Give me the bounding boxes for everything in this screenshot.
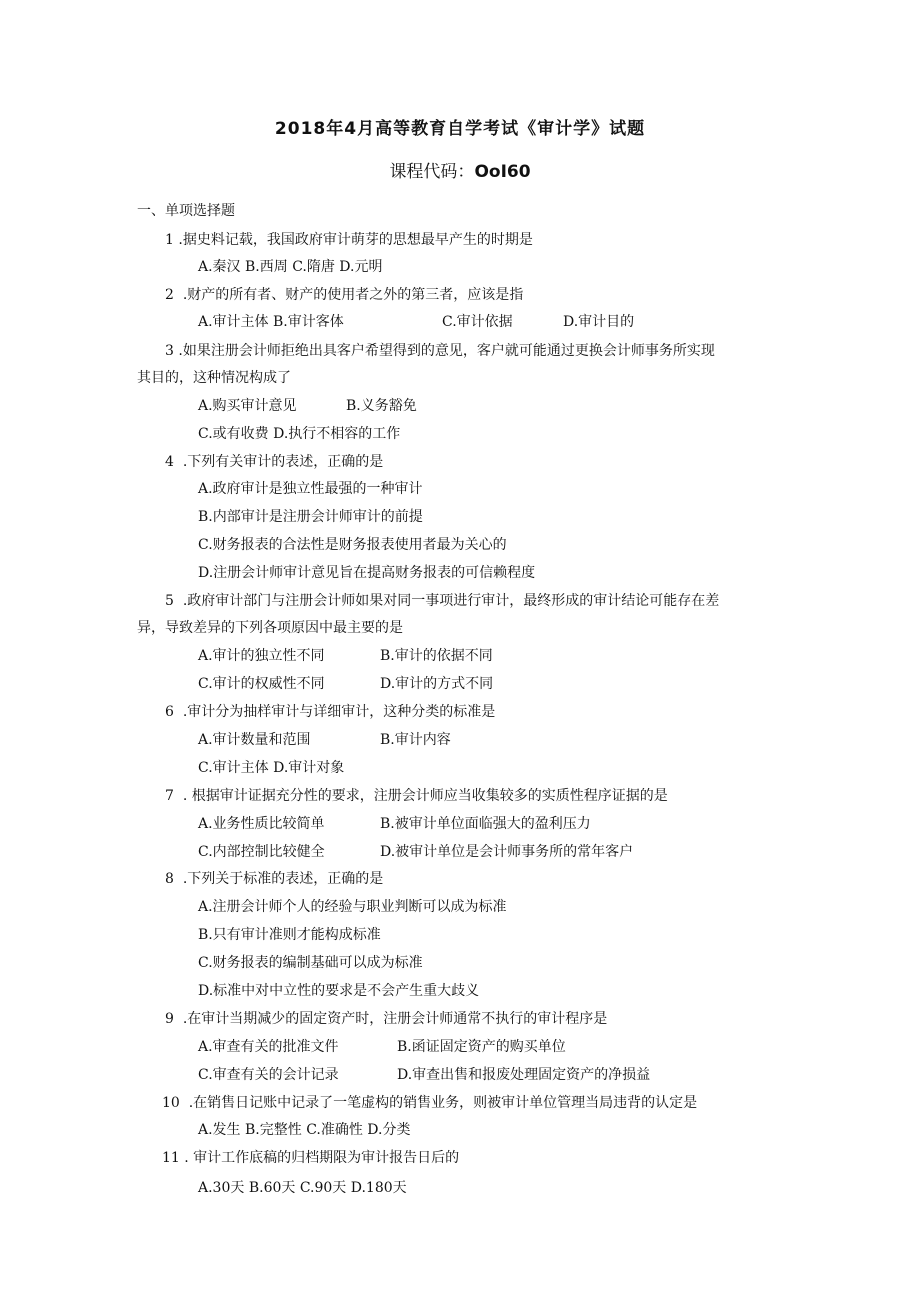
question-6-option-b: B.审计内容 — [380, 732, 451, 748]
question-5-option-c: C.审计的权威性不同 — [198, 676, 325, 692]
question-text: .下列关于标准的表述，正确的是 — [182, 871, 384, 887]
question-number: 9 — [165, 1011, 174, 1027]
question-3-stem-cont: 其目的，这种情况构成了 — [137, 370, 291, 386]
question-7-option-c: C.内部控制比较健全 — [198, 844, 325, 860]
question-11-stem — [162, 1148, 459, 1168]
section-heading: 一、单项选择题 — [137, 203, 235, 219]
question-4-option-c: C.财务报表的合法性是财务报表使用者最为关心的 — [198, 537, 507, 553]
question-8-option-a: A.注册会计师个人的经验与职业判断可以成为标准 — [198, 899, 507, 915]
question-number: 4 — [165, 454, 174, 470]
question-3-option-cd: C.或有收费 D.执行不相容的工作 — [198, 426, 401, 442]
question-2-option-d: D.审计目的 — [563, 314, 635, 330]
question-9-stem — [165, 1009, 607, 1029]
question-2-option-c: C.审计依据 — [442, 314, 513, 330]
question-1-stem — [165, 230, 533, 250]
question-5-option-a: A.审计的独立性不同 — [198, 648, 325, 664]
question-text: . 审计工作底稿的归档期限为审计报告日后的 — [184, 1150, 460, 1166]
question-3-option-a: A.购买审计意见 — [198, 398, 297, 414]
question-8-option-d: D.标准中对中立性的要求是不会产生重大歧义 — [198, 983, 480, 999]
question-7-option-a: A.业务性质比较简单 — [198, 816, 325, 832]
question-10-options: A.发生 B.完整性 C.准确性 D.分类 — [198, 1122, 411, 1138]
question-9-option-a: A.审查有关的批准文件 — [198, 1039, 339, 1055]
question-number: 6 — [165, 704, 174, 720]
question-4-option-b: B.内部审计是注册会计师审计的前提 — [198, 509, 423, 525]
question-2-option-ab: A.审计主体 B.审计客体 — [198, 314, 344, 330]
page-title: 2018年4月高等教育自学考试《审计学》试题 — [274, 119, 646, 139]
question-text: .在销售日记账中记录了一笔虚构的销售业务，则被审计单位管理当局违背的认定是 — [188, 1095, 698, 1111]
question-3-option-b: B.义务豁免 — [346, 398, 417, 414]
question-text: .据史料记载，我国政府审计萌芽的思想最早产生的时期是 — [178, 232, 533, 248]
question-4-option-d: D.注册会计师审计意见旨在提高财务报表的可信赖程度 — [198, 565, 536, 581]
course-code — [0, 157, 920, 182]
question-7-stem — [165, 786, 668, 806]
question-8-option-b: B.只有审计准则才能构成标准 — [198, 927, 381, 943]
question-number: 8 — [165, 871, 174, 887]
question-number: 2 — [165, 287, 174, 303]
course-code-label: 课程代码： — [389, 162, 475, 182]
question-2-stem — [165, 285, 523, 305]
question-3-stem — [165, 341, 715, 361]
question-number: 3 — [165, 343, 174, 359]
question-11-options: A.30天 B.60天 C.90天 D.180天 — [198, 1180, 407, 1196]
question-text: .在审计当期减少的固定资产时，注册会计师通常不执行的审计程序是 — [182, 1011, 608, 1027]
question-number: 10 — [162, 1095, 180, 1111]
question-4-option-a: A.政府审计是独立性最强的一种审计 — [198, 481, 423, 497]
question-7-option-d: D.被审计单位是会计师事务所的常年客户 — [380, 844, 634, 860]
question-number: 5 — [165, 593, 174, 609]
question-4-stem — [165, 452, 383, 472]
question-5-stem — [165, 591, 719, 611]
question-5-option-d: D.审计的方式不同 — [380, 676, 494, 692]
question-5-stem-cont: 异，导致差异的下列各项原因中最主要的是 — [137, 620, 403, 636]
question-number: 7 — [165, 788, 174, 804]
question-text: .审计分为抽样审计与详细审计，这种分类的标准是 — [182, 704, 496, 720]
question-text: .如果注册会计师拒绝出具客户希望得到的意见，客户就可能通过更换会计师事务所实现 — [178, 343, 715, 359]
question-text: .下列有关审计的表述，正确的是 — [182, 454, 384, 470]
question-1-options: A.秦汉 B.西周 C.隋唐 D.元明 — [198, 259, 383, 275]
question-text: .财产的所有者、财产的使用者之外的第三者，应该是指 — [182, 287, 524, 303]
question-text: . 根据审计证据充分性的要求，注册会计师应当收集较多的实质性程序证据的是 — [182, 788, 668, 804]
question-9-option-c: C.审查有关的会计记录 — [198, 1067, 339, 1083]
question-number: 11 — [162, 1150, 180, 1166]
question-6-option-a: A.审计数量和范围 — [198, 732, 311, 748]
question-6-option-cd: C.审计主体 D.审计对象 — [198, 760, 345, 776]
question-number: 1 — [165, 232, 174, 248]
question-8-option-c: C.财务报表的编制基础可以成为标准 — [198, 955, 423, 971]
question-6-stem — [165, 702, 495, 722]
course-code-value: OoI60 — [474, 162, 531, 182]
question-7-option-b: B.被审计单位面临强大的盈利压力 — [380, 816, 591, 832]
question-10-stem — [162, 1093, 697, 1113]
question-9-option-b: B.函证固定资产的购买单位 — [397, 1039, 566, 1055]
question-8-stem — [165, 869, 383, 889]
question-9-option-d: D.审查出售和报废处理固定资产的净损益 — [397, 1067, 651, 1083]
question-5-option-b: B.审计的依据不同 — [380, 648, 493, 664]
question-text: .政府审计部门与注册会计师如果对同一事项进行审计，最终形成的审计结论可能存在差 — [182, 593, 720, 609]
